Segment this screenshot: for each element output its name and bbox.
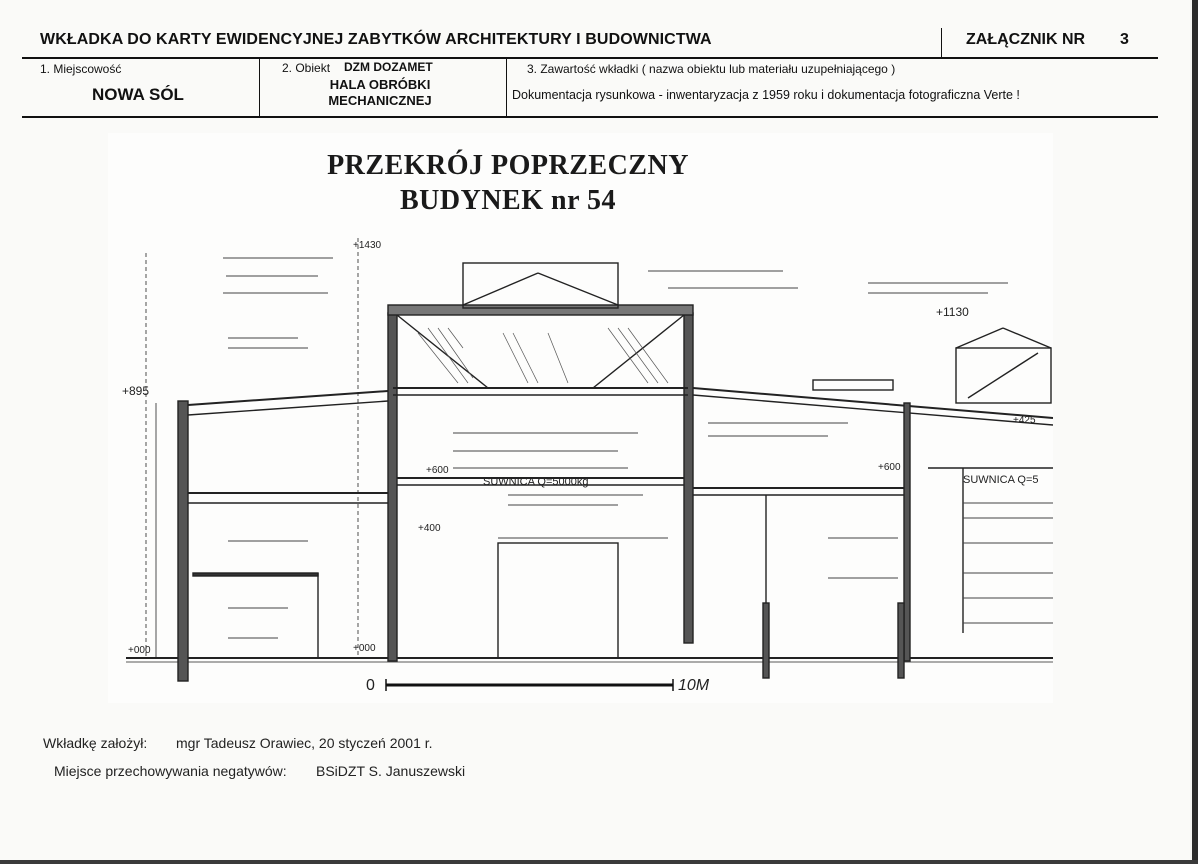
elev-9: +425: [1013, 415, 1036, 426]
scale-start: 0: [366, 677, 375, 694]
annex-label: ZAŁĄCZNIK NR: [966, 31, 1086, 48]
locality-value: NOWA SÓL: [92, 85, 184, 104]
negatives-value: BSiDZT S. Januszewski: [316, 763, 466, 779]
fields-bottom-rule: [22, 116, 1158, 118]
elev-2: +1130: [936, 305, 969, 319]
field-divider-2: [506, 58, 507, 116]
cross-section-drawing: [108, 133, 1053, 703]
elev-6: +400: [418, 523, 441, 534]
crane-label-right: SUWNICA Q=5: [963, 474, 1039, 486]
crane-label: SUWNICA Q=5000kg: [483, 476, 589, 488]
founder-value: mgr Tadeusz Orawiec, 20 styczeń 2001 r.: [176, 735, 433, 751]
negatives-label: Miejsce przechowywania negatywów:: [54, 763, 287, 779]
object-label: 2. Obiekt: [282, 61, 331, 75]
header-divider: [941, 28, 942, 58]
card-title: WKŁADKA DO KARTY EWIDENCYJNEJ ZABYTKÓW ARCHITEKTURY I BUDOWNICTWA: [40, 31, 712, 48]
scan-edge-right: [1192, 0, 1198, 864]
elev-5: +600: [878, 462, 901, 473]
contents-value: Dokumentacja rysunkowa - inwentaryzacja z 1959 roku i dokumentacja fotograficzna Verte !: [512, 88, 1020, 102]
elev-8: +000: [353, 643, 376, 654]
elev-3: +895: [122, 384, 150, 398]
annex-number: 3: [1120, 31, 1129, 48]
contents-label: 3. Zawartość wkładki ( nazwa obiektu lub materiału uzupełniającego ): [527, 62, 896, 76]
header-rule: [22, 57, 1158, 59]
object-owner: DZM DOZAMET: [344, 60, 433, 74]
object-name-line2: MECHANICZNEJ: [328, 93, 432, 108]
elev-7: +000: [128, 645, 151, 656]
founder-label: Wkładkę założył:: [43, 735, 148, 751]
scale-end: 10M: [678, 677, 710, 694]
scan-edge-bottom: [0, 860, 1198, 864]
drawing-title-line2: BUDYNEK nr 54: [399, 185, 616, 216]
elev-1: +1430: [353, 240, 382, 251]
elev-4: +600: [426, 465, 449, 476]
drawing-title-line1: PRZEKRÓJ POPRZECZNY: [327, 150, 689, 181]
field-divider-1: [259, 58, 260, 116]
object-name-line1: HALA OBRÓBKI: [329, 77, 431, 92]
section-sketch: [108, 133, 1053, 703]
locality-label: 1. Miejscowość: [40, 62, 122, 76]
